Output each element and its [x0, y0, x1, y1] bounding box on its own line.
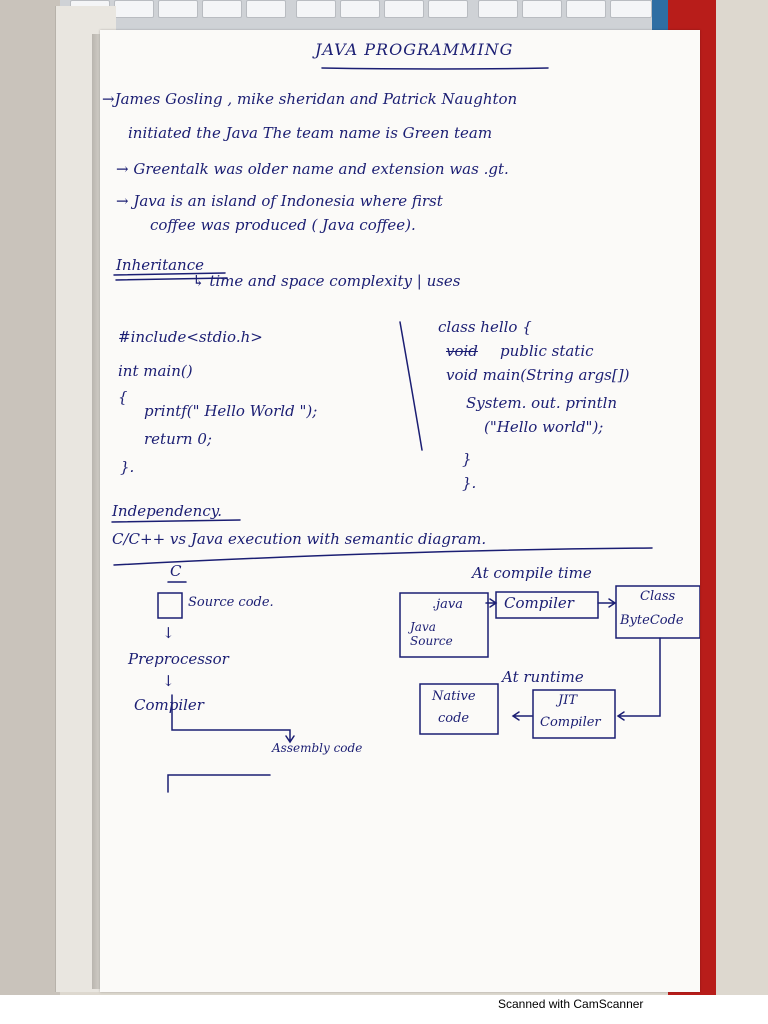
- bytecode-label: ByteCode: [620, 613, 684, 628]
- class-label: Class: [640, 589, 676, 604]
- java-ext-label: .java: [432, 597, 464, 612]
- c-code-line: {: [118, 388, 128, 406]
- intro-line: →James Gosling , mike sheridan and Patrick Naughton: [102, 90, 518, 108]
- java-code-line: System. out. println: [466, 394, 618, 412]
- jit-label: JIT: [558, 693, 578, 708]
- native-code-label: code: [438, 711, 470, 726]
- intro-line: initiated the Java The team name is Green team: [128, 124, 493, 142]
- java-code-line: ("Hello world");: [484, 418, 604, 436]
- c-code-line: printf(" Hello World ");: [144, 402, 318, 420]
- struck-word: void: [446, 342, 478, 360]
- java-code-line: }: [462, 450, 472, 468]
- intro-line: → Greentalk was older name and extension was .gt.: [116, 160, 509, 178]
- c-flow-label: C: [170, 562, 182, 580]
- c-code-line: #include<stdio.h>: [118, 328, 263, 346]
- java-source-label: Java Source: [410, 620, 453, 649]
- c-flow-assembly: Assembly code: [272, 741, 363, 755]
- c-flow-arrow: ↓: [162, 672, 175, 690]
- java-compiler-label: Compiler: [504, 594, 574, 612]
- c-code-line: int main(): [118, 362, 193, 380]
- java-code-line: public static: [500, 342, 594, 360]
- native-label: Native: [432, 689, 476, 704]
- c-flow-compiler: Compiler: [134, 696, 204, 714]
- inheritance-heading: Inheritance: [116, 256, 205, 274]
- compile-time-label: At compile time: [472, 564, 592, 582]
- c-flow-source: Source code.: [188, 595, 274, 610]
- inheritance-note: ↳ time and space complexity | uses: [192, 272, 461, 290]
- background-surface: [0, 0, 60, 995]
- scanner-footer: [0, 995, 768, 1024]
- notebook-page: [100, 30, 700, 992]
- c-flow-arrow: ↓: [162, 624, 175, 642]
- c-code-line: }.: [120, 458, 135, 476]
- page-title: JAVA PROGRAMMING: [315, 40, 514, 59]
- jit-compiler-label: Compiler: [540, 715, 601, 730]
- java-code-line: }.: [462, 474, 477, 492]
- c-flow-preprocessor: Preprocessor: [128, 650, 229, 668]
- runtime-label: At runtime: [502, 668, 584, 686]
- java-code-line: void main(String args[]): [446, 366, 630, 384]
- intro-line: coffee was produced ( Java coffee).: [150, 216, 416, 234]
- camscanner-watermark: Scanned with CamScanner: [498, 997, 644, 1011]
- intro-line: → Java is an island of Indonesia where first: [116, 192, 443, 210]
- java-code-line: class hello {: [438, 318, 532, 336]
- independency-subheading: C/C++ vs Java execution with semantic diagram.: [112, 530, 487, 548]
- c-code-line: return 0;: [144, 430, 212, 448]
- independency-heading: Independency.: [112, 502, 222, 520]
